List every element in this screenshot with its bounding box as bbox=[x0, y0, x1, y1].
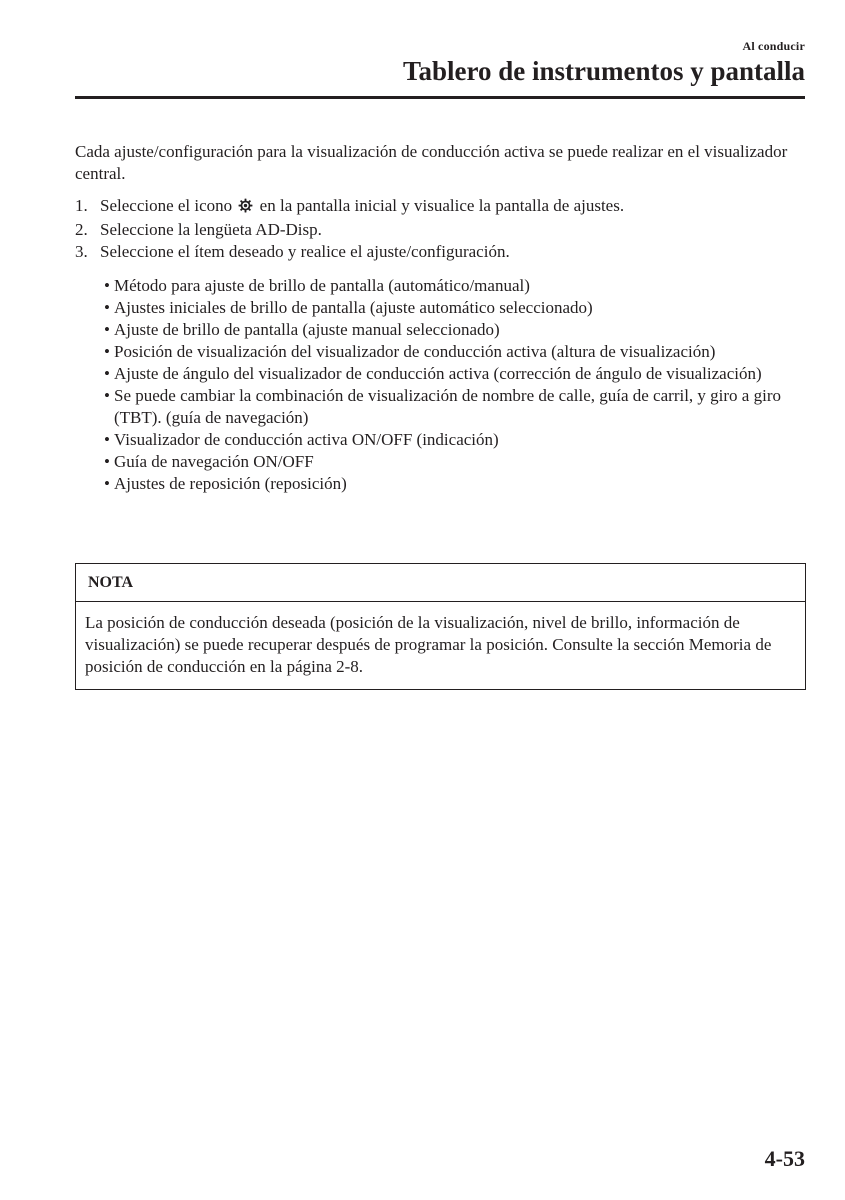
bullet-text: Ajustes de reposición (reposición) bbox=[114, 474, 347, 493]
step-number: 3. bbox=[75, 242, 88, 261]
note-box bbox=[75, 563, 806, 690]
step-number: 1. bbox=[75, 196, 88, 215]
step-item bbox=[75, 219, 810, 241]
bullet-text: Posición de visualización del visualizador de conducción activa (altura de visualización) bbox=[114, 342, 716, 361]
step-text: Seleccione la lengüeta AD-Disp. bbox=[100, 220, 322, 239]
bullet-item bbox=[100, 319, 810, 341]
bullet-text: Ajuste de ángulo del visualizador de conducción activa (corrección de ángulo de visualización) bbox=[114, 364, 762, 383]
bullet-item bbox=[100, 341, 810, 363]
bullet-text: Método para ajuste de brillo de pantalla (automático/manual) bbox=[114, 276, 530, 295]
step-item bbox=[75, 241, 810, 263]
bullet-item bbox=[100, 429, 810, 451]
bullet-text: Se puede cambiar la combinación de visualización de nombre de calle, guía de carril, y giro a giro (TBT). (guía de navegación) bbox=[114, 386, 781, 427]
step-text-before-icon: Seleccione el icono bbox=[100, 196, 233, 215]
bullet-symbol: • bbox=[104, 342, 110, 361]
bullet-text: Visualizador de conducción activa ON/OFF (indicación) bbox=[114, 430, 499, 449]
content bbox=[75, 141, 810, 495]
note-heading: NOTA bbox=[76, 564, 805, 602]
intro-paragraph: Cada ajuste/configuración para la visualización de conducción activa se puede realizar en el visualizador central. bbox=[75, 142, 788, 183]
bullet-item bbox=[100, 297, 810, 319]
step-text-after-icon: en la pantalla inicial y visualice la pantalla de ajustes. bbox=[259, 196, 625, 215]
bullet-text: Guía de navegación ON/OFF bbox=[114, 452, 314, 471]
bullet-symbol: • bbox=[104, 430, 110, 449]
bullet-symbol: • bbox=[104, 474, 110, 493]
bullet-item bbox=[100, 473, 810, 495]
bullet-text: Ajuste de brillo de pantalla (ajuste manual seleccionado) bbox=[114, 320, 500, 339]
title-rule bbox=[75, 96, 805, 99]
step-number: 2. bbox=[75, 220, 88, 239]
chapter-label: Al conducir bbox=[742, 39, 805, 53]
note-text: La posición de conducción deseada (posición de la visualización, nivel de brillo, información de visualización) se puede recuperar después de programar la posición. Consulte la sección Memoria de posición de conducción en la página 2-8. bbox=[85, 613, 772, 676]
bullet-item bbox=[100, 275, 810, 297]
gear-icon bbox=[238, 197, 253, 219]
page-number: 4-53 bbox=[764, 1146, 805, 1171]
step-text: Seleccione el ítem deseado y realice el ajuste/configuración. bbox=[100, 242, 510, 261]
steps-list bbox=[75, 195, 810, 263]
bullet-symbol: • bbox=[104, 452, 110, 471]
settings-bullet-list bbox=[75, 275, 810, 495]
bullet-item bbox=[100, 363, 810, 385]
bullet-symbol: • bbox=[104, 298, 110, 317]
step-text bbox=[100, 195, 624, 219]
bullet-symbol: • bbox=[104, 386, 110, 405]
bullet-symbol: • bbox=[104, 320, 110, 339]
page-title: Tablero de instrumentos y pantalla bbox=[402, 56, 805, 86]
bullet-text: Ajustes iniciales de brillo de pantalla (ajuste automático seleccionado) bbox=[114, 298, 593, 317]
bullet-symbol: • bbox=[104, 364, 110, 383]
bullet-item bbox=[100, 385, 810, 429]
step-item bbox=[75, 195, 810, 219]
bullet-symbol: • bbox=[104, 276, 110, 295]
bullet-item bbox=[100, 451, 810, 473]
